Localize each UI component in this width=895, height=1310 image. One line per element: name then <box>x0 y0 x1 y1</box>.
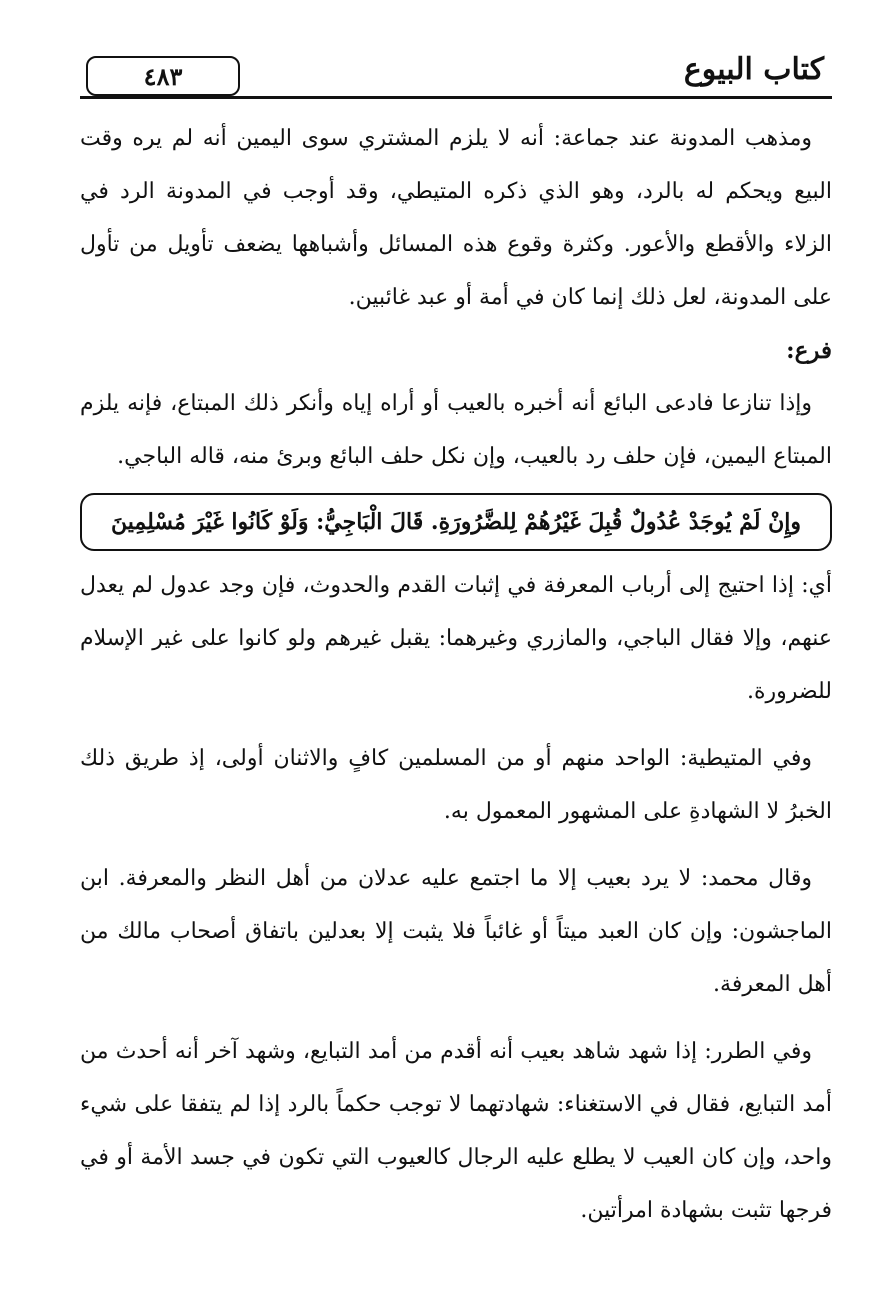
commentary-paragraph-4: وفي الطرر: إذا شهد شاهد بعيب أنه أقدم من أمد التبايع، وشهد آخر أنه أحدث من أمد التبايع، فقال في الاستغناء: شهادتهما لا توجب حكماً بالرد إذا لم يتفقا على شيء واحد، وإن كان العيب لا يطلع عليه الرجال كالعيوب التي تكون في جسد الأمة أو في فرجها تثبت بشهادة امرأتين. <box>80 1039 832 1223</box>
spacer <box>80 838 832 852</box>
paragraph-2: وإذا تنازعا فادعى البائع أنه أخبره بالعيب أو أراه إياه وأنكر ذلك المبتاع، فإنه يلزم المبتاع اليمين، فإن حلف رد بالعيب، وإن نكل حلف البائع وبرئ منه، قاله الباجي. <box>80 391 832 469</box>
page-body <box>80 112 832 1237</box>
matn-verse-box <box>80 493 832 551</box>
spacer <box>80 718 832 732</box>
commentary-paragraph-1: أي: إذا احتيج إلى أرباب المعرفة في إثبات القدم والحدوث، فإن وجد عدول لم يعدل عنهم، وإلا فقال الباجي، والمازري وغيرهما: يقبل غيرهم ولو كانوا على غير الإسلام للضرورة. <box>80 573 832 704</box>
spacer <box>80 1011 832 1025</box>
page-header <box>80 52 832 100</box>
commentary-paragraph-3: وقال محمد: لا يرد بعيب إلا ما اجتمع عليه عدلان من أهل النظر والمعرفة. ابن الماجشون: وإن كان العبد ميتاً أو غائباً فلا يثبت إلا بعدلين باتفاق أصحاب مالك من أهل المعرفة. <box>80 866 832 997</box>
subheading-far: فرع: <box>786 337 832 364</box>
matn-verse-text: وإِنْ لَمْ يُوجَدْ عُدُولٌ قُبِلَ غَيْرُهُمْ لِلضَّرُورَةِ. قَالَ الْبَاجِيُّ: وَلَوْ كَانُوا غَيْرَ مُسْلِمِينَ <box>110 509 801 535</box>
book-title: كتاب البيوع <box>683 52 824 87</box>
commentary-paragraph-2: وفي المتيطية: الواحد منهم أو من المسلمين كافٍ والاثنان أولى، إذ طريق ذلك الخبرُ لا الشهادةِ على المشهور المعمول به. <box>80 746 832 824</box>
header-rule <box>80 96 832 99</box>
page-number-box <box>86 56 240 96</box>
paragraph-1: ومذهب المدونة عند جماعة: أنه لا يلزم المشتري سوى اليمين أنه لم يره وقت البيع ويحكم له بالرد، وهو الذي ذكره المتيطي، وقد أوجب في المدونة الرد في الزلاء والأقطع والأعور. وكثرة وقوع هذه المسائل وأشباهها يضعف تأويل من تأول على المدونة، لعل ذلك إنما كان في أمة أو عبد غائبين. <box>80 126 832 310</box>
page-number: ٤٨٣ <box>143 61 183 91</box>
